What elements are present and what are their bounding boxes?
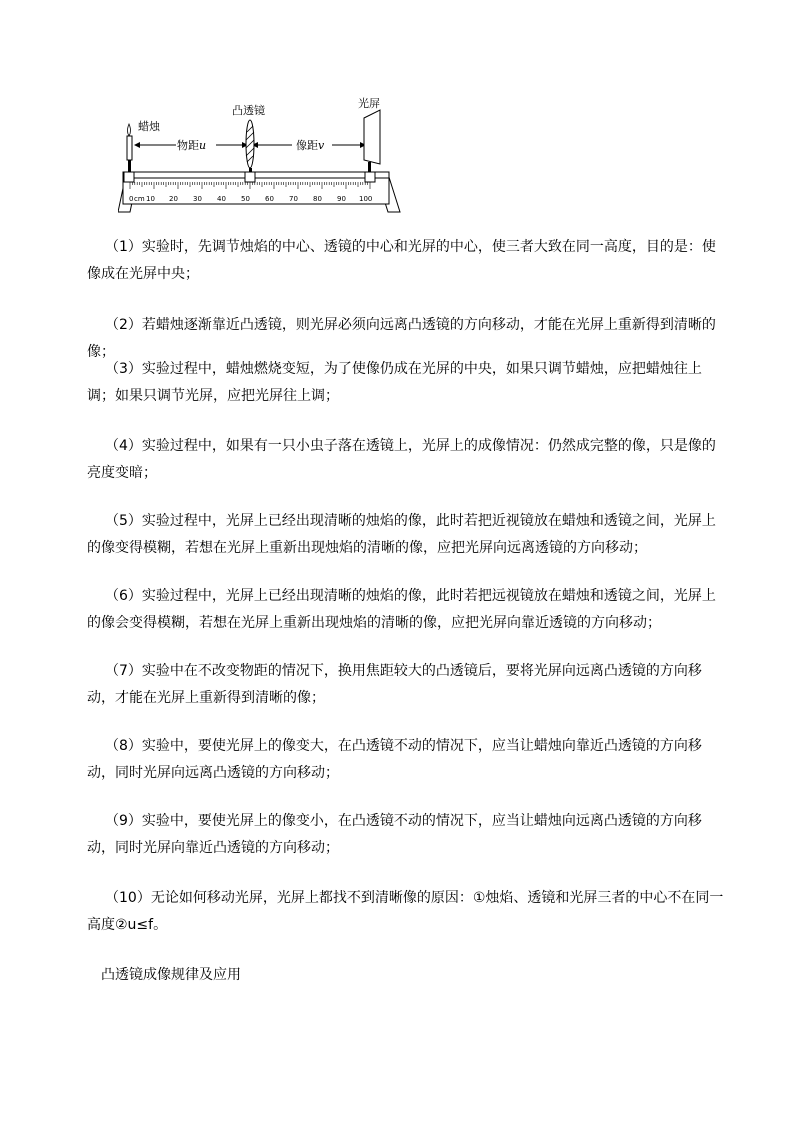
- ruler-tick-label-80: 80: [313, 195, 322, 203]
- candle-label: 蜡烛: [138, 120, 160, 133]
- ruler-tick-label-60: 60: [265, 195, 274, 203]
- paragraph-7: （7）实验中在不改变物距的情况下，换用焦距较大的凸透镜后，要将光屏向远离凸透镜的方向移动，才能在光屏上重新得到清晰的像；: [87, 663, 702, 706]
- ruler-tick-label-10: 10: [146, 195, 155, 203]
- image-distance-text: 像距v: [296, 139, 325, 152]
- paragraph-3: （3）实验过程中，蜡烛燃烧变短，为了使像仍成在光屏的中央，如果只调节蜡烛，应把蜡烛往上调；如果只调节光屏，应把光屏往上调；: [87, 361, 702, 404]
- optical-bench-diagram: [118, 94, 403, 216]
- optical-bench: [118, 172, 400, 212]
- paragraph-6: （6）实验过程中，光屏上已经出现清晰的烛焰的像，此时若把远视镜放在蜡烛和透镜之间，光屏上的像会变得模糊，若想在光屏上重新出现烛焰的清晰的像，应把光屏向靠近透镜的方向移动；: [87, 588, 716, 631]
- ruler: [123, 178, 389, 204]
- convex-lens: [246, 120, 254, 174]
- ruler-tick-label-70: 70: [289, 195, 298, 203]
- ruler-tick-label-90: 90: [337, 195, 346, 203]
- section-heading: 凸透镜成像规律及应用: [101, 967, 241, 983]
- paragraph-1: （1）实验时，先调节烛焰的中心、透镜的中心和光屏的中心，使三者大致在同一高度，目的是：使像成在光屏中央；: [87, 239, 716, 282]
- paragraph-9: （9）实验中，要使光屏上的像变小，在凸透镜不动的情况下，应当让蜡烛向远离凸透镜的方向移动，同时光屏向靠近凸透镜的方向移动；: [87, 813, 702, 856]
- ruler-unit: cm: [134, 195, 145, 203]
- ruler-tick-label-100: 100: [359, 195, 373, 203]
- ruler-tick-label-40: 40: [217, 195, 226, 203]
- ruler-tick-label-20: 20: [169, 195, 178, 203]
- paragraph-8: （8）实验中，要使光屏上的像变大，在凸透镜不动的情况下，应当让蜡烛向靠近凸透镜的方向移动，同时光屏向远离凸透镜的方向移动；: [87, 738, 702, 781]
- object-distance-arrowhead-left: [134, 142, 140, 148]
- light-screen: [364, 110, 380, 172]
- paragraph-4: （4）实验过程中，如果有一只小虫子落在透镜上，光屏上的成像情况：仍然成完整的像，只是像的亮度变暗；: [87, 438, 716, 481]
- paragraph-2: （2）若蜡烛逐渐靠近凸透镜，则光屏必须向远离凸透镜的方向移动，才能在光屏上重新得到清晰的像；: [87, 317, 716, 360]
- candle: [127, 124, 132, 172]
- ruler-tick-label-0: 0: [129, 195, 134, 203]
- ruler-tick-label-30: 30: [193, 195, 202, 203]
- lens-label: 凸透镜: [232, 104, 265, 117]
- paragraph-10: （10）无论如何移动光屏，光屏上都找不到清晰像的原因：①烛焰、透镜和光屏三者的中心不在同一高度②u≤f。: [87, 890, 724, 933]
- object-distance-text: 物距u: [177, 139, 207, 152]
- paragraph-5: （5）实验过程中，光屏上已经出现清晰的烛焰的像，此时若把近视镜放在蜡烛和透镜之间，光屏上的像变得模糊，若想在光屏上重新出现烛焰的清晰的像，应把光屏向远离透镜的方向移动；: [87, 513, 716, 556]
- flame-icon: [128, 124, 131, 136]
- screen-label: 光屏: [358, 97, 380, 110]
- ruler-tick-label-50: 50: [241, 195, 250, 203]
- optical-bench-figure: [118, 94, 403, 216]
